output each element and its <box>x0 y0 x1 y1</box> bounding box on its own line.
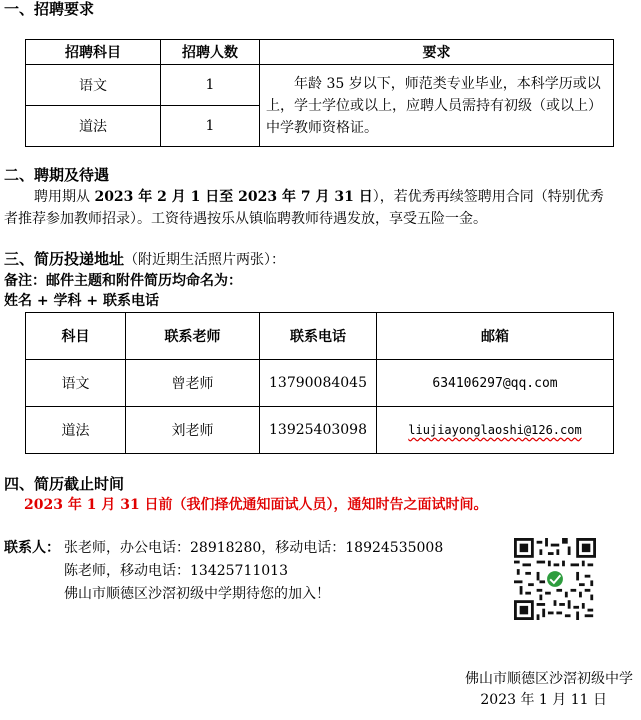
table-header: 科目 <box>26 313 126 360</box>
subject-cell: 道法 <box>26 407 126 454</box>
teacher-cell: 曾老师 <box>126 360 260 407</box>
requirement-cell <box>260 65 614 147</box>
email-link[interactable]: 634106297@qq.com <box>377 360 614 407</box>
table-row <box>26 407 614 454</box>
subject-cell: 语文 <box>26 65 161 106</box>
subject-cell: 道法 <box>26 106 161 147</box>
footer-org: 佛山市顺德区沙滘初级中学 <box>465 671 633 687</box>
section-4-title: 四、简历截止时间 <box>4 475 125 493</box>
contact-line-1: 张老师，办公电话：28918280，移动电话：18924535008 <box>64 540 444 556</box>
qr-code-icon <box>514 538 596 620</box>
email-link[interactable]: liujiayonglaoshi@126.com <box>377 407 614 454</box>
section-1-title: 一、招聘要求 <box>4 0 95 18</box>
contact-table <box>25 312 614 454</box>
terms-line-2: 者推荐参加教师招录）。工资待遇按乐从镇临聘教师待遇发放，享受五险一金。 <box>4 211 487 227</box>
table-header: 要求 <box>260 40 614 65</box>
naming-format: 姓名 + 学科 + 联系电话 <box>4 293 159 309</box>
recruitment-table <box>25 39 614 147</box>
footer-date: 2023 年 1 月 11 日 <box>480 692 607 708</box>
count-cell: 1 <box>161 65 260 106</box>
terms-line-1 <box>34 186 604 206</box>
table-header: 招聘人数 <box>161 40 260 65</box>
count-cell: 1 <box>161 106 260 147</box>
section-2-title: 二、聘期及待遇 <box>4 166 110 184</box>
requirement-text: 年龄 35 岁以下，师范类专业毕业，本科学历或以上，学士学位或以上，应聘人员需持有初级（或以上）中学教师资格证。 <box>266 75 602 136</box>
table-header: 联系老师 <box>126 313 260 360</box>
table-row <box>26 360 614 407</box>
phone-cell: 13790084045 <box>260 360 377 407</box>
section-3-heading <box>4 248 285 269</box>
terms-text: 聘用期从 <box>34 189 95 205</box>
welcome-line: 佛山市顺德区沙滘初级中学期待您的加入！ <box>64 586 330 602</box>
section-3-note: （附近期生活照片两张）： <box>124 252 286 268</box>
section-3-title: 三、简历投递地址 <box>4 250 125 268</box>
subject-cell: 语文 <box>26 360 126 407</box>
contract-period: 2023 年 2 月 1 日至 2023 年 7 月 31 日 <box>94 189 373 205</box>
table-header: 邮箱 <box>377 313 614 360</box>
table-header: 招聘科目 <box>26 40 161 65</box>
remark-line: 备注：邮件主题和附件简历均命名为： <box>4 273 242 289</box>
teacher-cell: 刘老师 <box>126 407 260 454</box>
deadline-text: 2023 年 1 月 31 日前（我们择优通知面试人员），通知时告之面试时间。 <box>24 497 488 513</box>
table-header: 联系电话 <box>260 313 377 360</box>
phone-cell: 13925403098 <box>260 407 377 454</box>
table-row <box>26 65 614 106</box>
terms-text: ），若优秀再续签聘用合同（特别优秀 <box>372 189 604 205</box>
contacts-label: 联系人： <box>4 540 60 556</box>
contact-line-2: 陈老师，移动电话：13425711013 <box>64 563 288 579</box>
